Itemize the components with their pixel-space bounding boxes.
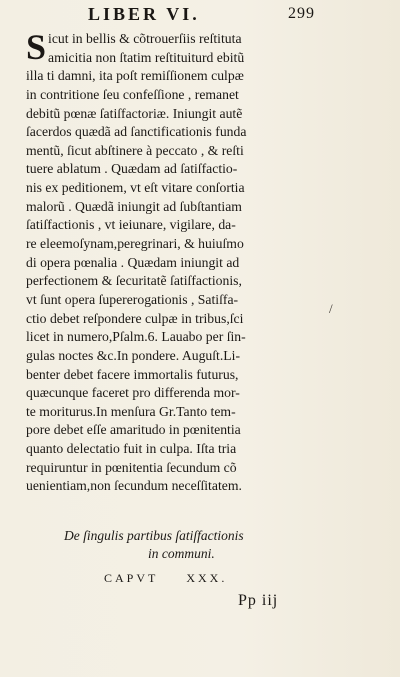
chapter-number: XXX.	[186, 571, 228, 585]
text-line: tuere ablatum . Quædam ad ſatiſfactio-	[26, 161, 238, 177]
text-line: vt ſunt opera ſupererogationis , Satiſfa-	[26, 291, 239, 307]
text-line: benter debet facere immortalis futurus,	[26, 366, 239, 382]
text-line: ſatiſfactionis , vt ieiunare, vigilare, da-	[26, 217, 236, 233]
chapter-word: CAPVT	[104, 571, 159, 585]
page-header	[0, 4, 400, 26]
text-line: re eleemoſynam,peregrinari, & huiuſmo	[26, 236, 244, 252]
section-heading	[64, 527, 334, 563]
main-text-block	[26, 27, 348, 496]
section-heading-line: in communi.	[148, 546, 215, 561]
text-line: uenientiam,non ſecundum neceſſitatem.	[26, 478, 242, 494]
text-line: pore debet eſſe amaritudo in pœnitentia	[26, 422, 241, 438]
text-line: in contritione ſeu confeſſione , remanet	[26, 86, 239, 102]
chapter-label	[104, 571, 227, 586]
signature-mark: Pp iij	[238, 592, 279, 609]
text-line: di opera pœnalia . Quædam iniungit ad	[26, 254, 240, 270]
text-line: gulas noctes &c.In pondere. Auguſt.Li-	[26, 347, 241, 363]
text-line: licet in numero,Pſalm.6. Lauabo per ſin-	[26, 329, 246, 345]
page-number: 299	[288, 5, 315, 22]
text-line: ctio debet reſpondere culpæ in tribus,ſci	[26, 310, 244, 326]
text-line: illa ti damni, ita poſt remiſſionem culpæ	[26, 68, 244, 84]
text-line: malorũ . Quædã iniungit ad ſubſtantiam	[26, 198, 242, 214]
text-line: ſacerdos quædã ad ſanctificationis funda	[26, 124, 247, 140]
text-line: amicitia non ſtatim reſtituiturd ebitũ	[48, 49, 245, 65]
section-heading-line: De ſingulis partibus ſatiſfactionis	[64, 528, 244, 543]
drop-capital: S	[26, 27, 47, 67]
text-line: requiruntur in pœnitentia ſecundum cõ	[26, 459, 237, 475]
text-line: quæcunque faceret pro differenda mor-	[26, 385, 240, 401]
margin-mark: /	[329, 301, 333, 316]
text-line: quanto delectatio fuit in culpa. Iſta tria	[26, 441, 237, 457]
running-title: LIBER VI.	[88, 4, 200, 24]
text-line-content: icut in bellis & cõtrouerſiis reſtituta	[48, 31, 242, 46]
text-line: mentũ, ſicut abſtinere à peccato , & reſti	[26, 142, 244, 158]
text-line: nis ex peditionem, vt eſt vitare conſortia	[26, 180, 245, 196]
text-line: debitũ pœnæ ſatiſfactoriæ. Iniungit autẽ	[26, 105, 243, 121]
text-line: perfectionem & ſecuritatẽ ſatiſfactionis,	[26, 273, 242, 289]
text-line: te moriturus.In menſura Gr.Tanto tem-	[26, 403, 236, 419]
